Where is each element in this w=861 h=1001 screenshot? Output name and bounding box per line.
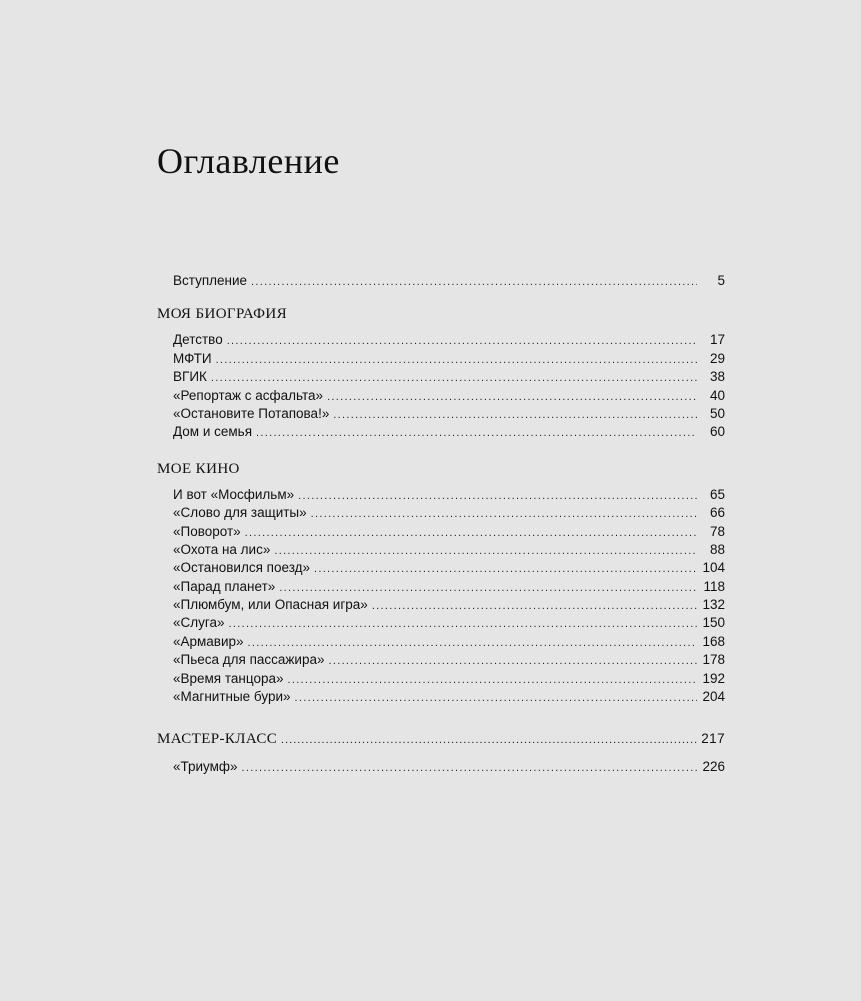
dot-leader: [311, 505, 697, 523]
entry-page-number: 178: [702, 652, 725, 668]
entry-page-number: 168: [702, 633, 725, 649]
section-heading-my-cinema: МОЕ КИНО: [157, 460, 240, 477]
section-heading-biography: МОЯ БИОГРАФИЯ: [157, 306, 287, 323]
dot-leader: [372, 597, 697, 615]
entry-page-number: 66: [709, 505, 725, 521]
toc-entry[interactable]: [157, 387, 725, 405]
entry-label: ВГИК: [173, 369, 207, 385]
entry-label: Дом и семья: [173, 424, 253, 440]
dot-leader: [242, 759, 697, 777]
table-of-contents: [157, 272, 725, 777]
entry-label: «Триумф»: [173, 759, 238, 775]
dot-leader: [295, 689, 697, 707]
entry-label: «Армавир»: [173, 633, 244, 649]
entry-page-number: 50: [709, 405, 725, 421]
dot-leader: [251, 273, 697, 291]
entry-page-number: 132: [702, 597, 725, 613]
entry-page-number: 104: [702, 560, 725, 576]
dot-leader: [248, 634, 697, 652]
toc-entry[interactable]: [157, 670, 725, 688]
dot-leader: [333, 406, 697, 424]
toc-entry[interactable]: [157, 423, 725, 441]
dot-leader: [314, 560, 697, 578]
toc-entry-master-class[interactable]: [157, 728, 725, 750]
page-title: Оглавление: [157, 141, 340, 181]
entry-label: «Слуга»: [173, 615, 225, 631]
toc-entry[interactable]: [157, 523, 725, 541]
entry-page-number: 78: [709, 523, 725, 539]
section-heading-master-class: МАСТЕР-КЛАСС: [157, 731, 278, 748]
entry-label: «Время танцора»: [173, 670, 284, 686]
entry-label: «Остановите Потапова!»: [173, 405, 330, 421]
entry-page-number: 118: [703, 578, 725, 594]
dot-leader: [274, 542, 697, 560]
entry-label: «Остановился поезд»: [173, 560, 310, 576]
entry-page-number: 29: [709, 350, 725, 366]
toc-entry[interactable]: [157, 596, 725, 614]
entry-label: «Охота на лис»: [173, 541, 271, 557]
entry-label: «Поворот»: [173, 523, 241, 539]
dot-leader: [227, 332, 697, 350]
dot-leader: [279, 579, 697, 597]
entry-label: «Магнитные бури»: [173, 689, 291, 705]
entry-page-number: 204: [702, 689, 725, 705]
entry-page-number: 5: [717, 273, 725, 288]
entry-label: И вот «Мосфильм»: [173, 486, 295, 502]
toc-entry-intro[interactable]: [157, 272, 725, 290]
entry-page-number: 65: [709, 486, 725, 502]
toc-entry[interactable]: [157, 486, 725, 504]
dot-leader: [281, 729, 697, 751]
entry-page-number: 38: [709, 369, 725, 385]
entry-page-number: 17: [709, 332, 725, 348]
dot-leader: [211, 369, 697, 387]
toc-entry[interactable]: [157, 504, 725, 522]
toc-entry[interactable]: [157, 614, 725, 632]
entry-label: Детство: [173, 332, 223, 348]
toc-entry[interactable]: [157, 331, 725, 349]
entry-label: «Плюмбум, или Опасная игра»: [173, 597, 368, 613]
toc-entry[interactable]: [157, 405, 725, 423]
toc-entry[interactable]: [157, 559, 725, 577]
toc-entry[interactable]: [157, 633, 725, 651]
dot-leader: [329, 652, 698, 670]
entry-label: «Репортаж с асфальта»: [173, 387, 324, 403]
entry-page-number: 217: [701, 731, 725, 747]
dot-leader: [229, 615, 697, 633]
entry-page-number: 40: [709, 387, 725, 403]
entry-page-number: 88: [709, 541, 725, 557]
entry-page-number: 60: [709, 424, 725, 440]
entry-page-number: 150: [702, 615, 725, 631]
entry-page-number: 226: [702, 759, 725, 775]
entry-label: «Пьеса для пассажира»: [173, 652, 325, 668]
entry-page-number: 192: [702, 670, 725, 686]
entry-label: МФТИ: [173, 350, 212, 366]
dot-leader: [298, 487, 697, 505]
entry-label: «Парад планет»: [173, 578, 276, 594]
dot-leader: [287, 671, 697, 689]
toc-entry[interactable]: [157, 651, 725, 669]
toc-entry[interactable]: [157, 758, 725, 776]
toc-entry[interactable]: [157, 578, 725, 596]
dot-leader: [216, 351, 697, 369]
dot-leader: [245, 524, 697, 542]
dot-leader: [256, 424, 697, 442]
toc-entry[interactable]: [157, 541, 725, 559]
entry-label: «Слово для защиты»: [173, 505, 307, 521]
toc-entry[interactable]: [157, 350, 725, 368]
toc-entry[interactable]: [157, 368, 725, 386]
toc-entry[interactable]: [157, 688, 725, 706]
dot-leader: [327, 388, 697, 406]
entry-label: Вступление: [173, 273, 248, 288]
